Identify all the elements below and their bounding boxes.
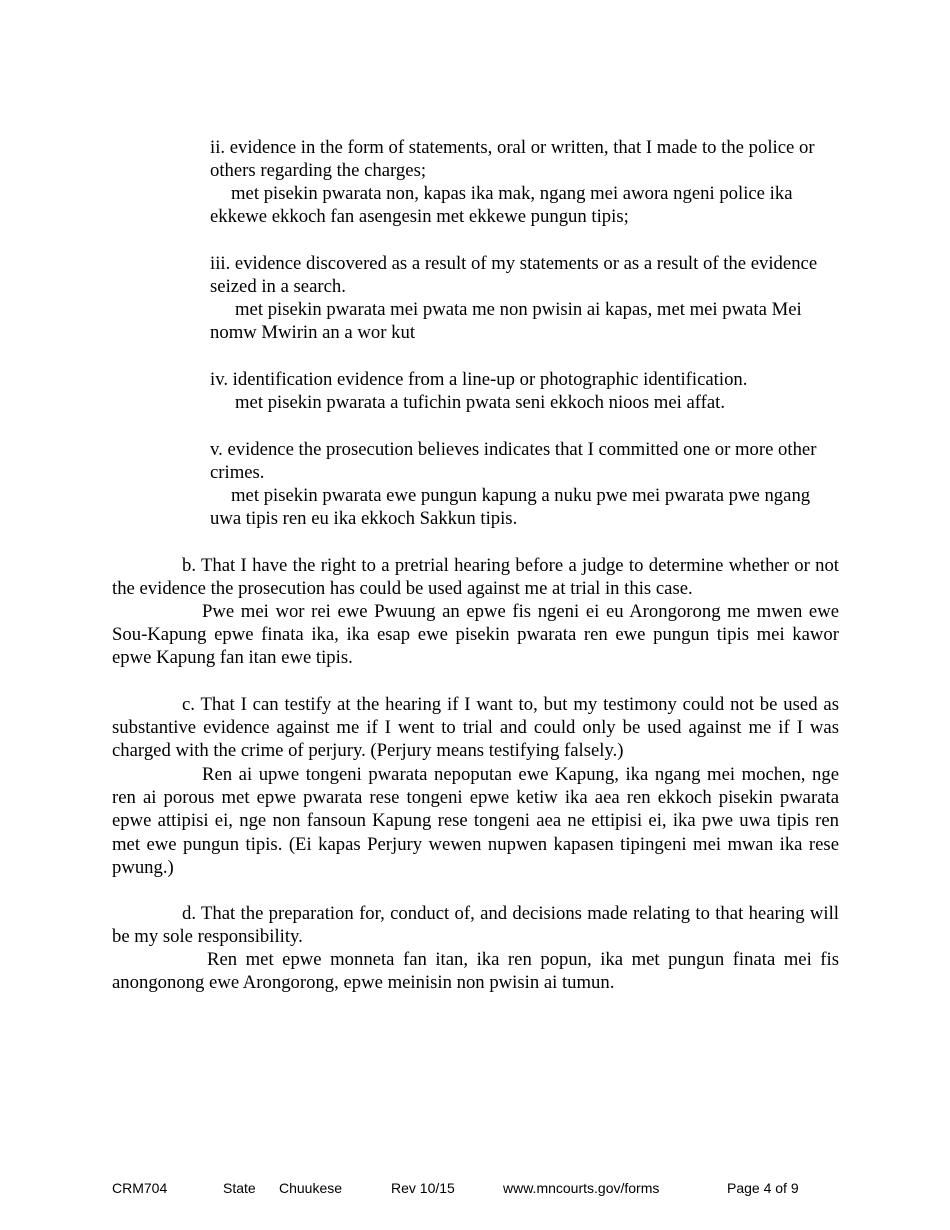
item-v-english: v. evidence the prosecution believes indicates that I committed one or more other crimes. xyxy=(210,439,817,484)
paragraph-d-english: d. That the preparation for, conduct of, and decisions made relating to that hearing will be my sole responsibility. xyxy=(112,903,839,948)
paragraph-b-chuukese: Pwe mei wor rei ewe Pwuung an epwe fis ngeni ei eu Arongorong me mwen ewe Sou-Kapung epwe finata ika, ika esap ewe pisekin pwarata ren ewe pungun tipis mei kawor epwe Kapung fan itan ewe tipis. xyxy=(112,601,839,669)
footer-revision: Rev 10/15 xyxy=(391,1180,455,1196)
page-footer xyxy=(0,1180,950,1198)
item-iv-chuukese: met pisekin pwarata a tufichin pwata seni ekkoch nioos mei affat. xyxy=(235,392,726,413)
footer-form-code: CRM704 xyxy=(112,1180,168,1196)
item-iv-english: iv. identification evidence from a line-up or photographic identification. xyxy=(210,369,748,390)
footer-forms-link[interactable]: www.mncourts.gov/forms xyxy=(503,1180,660,1196)
item-v-chuukese: met pisekin pwarata ewe pungun kapung a nuku pwe mei pwarata pwe ngang uwa tipis ren eu ika ekkoch Sakkun tipis. xyxy=(210,485,811,530)
item-ii-chuukese: met pisekin pwarata non, kapas ika mak, ngang mei awora ngeni police ika ekkewe ekkoch fan asengesin met ekkewe pungun tipis; xyxy=(210,183,793,228)
item-iii-chuukese: met pisekin pwarata mei pwata me non pwisin ai kapas, met mei pwata Mei nomw Mwirin an a wor kut xyxy=(210,299,802,344)
item-ii-english: ii. evidence in the form of statements, oral or written, that I made to the police or others regarding the charges; xyxy=(210,137,815,182)
footer-language: Chuukese xyxy=(279,1180,343,1196)
item-iii-english: iii. evidence discovered as a result of my statements or as a result of the evidence seized in a search. xyxy=(210,253,818,298)
footer-state: State xyxy=(223,1180,256,1196)
footer-page-number: Page 4 of 9 xyxy=(727,1180,799,1196)
paragraph-c-english: c. That I can testify at the hearing if I want to, but my testimony could not be used as substantive evidence against me if I went to trial and could only be used against me if I was charged with the crime of perjury. (Perjury means testifying falsely.) xyxy=(112,694,839,762)
paragraph-c-chuukese: Ren ai upwe tongeni pwarata nepoputan ewe Kapung, ika ngang mei mochen, nge ren ai porous met epwe pwarata rese tongeni epwe ketiw ika aea ren ekkoch pisekin pwarata epwe attipisi ei, nge non fansoun Kapung rese tongeni aea ne ettipisi ei, ika pwe uwa tipis ren met ewe pungun tipis. (Ei kapas Perjury wewen nupwen kapasen tipingeni mei mwan ika rese pwung.) xyxy=(112,764,839,878)
paragraph-b-english: b. That I have the right to a pretrial hearing before a judge to determine whether or not the evidence the prosecution has could be used against me at trial in this case. xyxy=(112,555,839,600)
paragraph-d-chuukese: Ren met epwe monneta fan itan, ika ren popun, ika met pungun finata mei fis anongonong ewe Arongorong, epwe meinisin non pwisin ai tumun. xyxy=(112,949,839,994)
